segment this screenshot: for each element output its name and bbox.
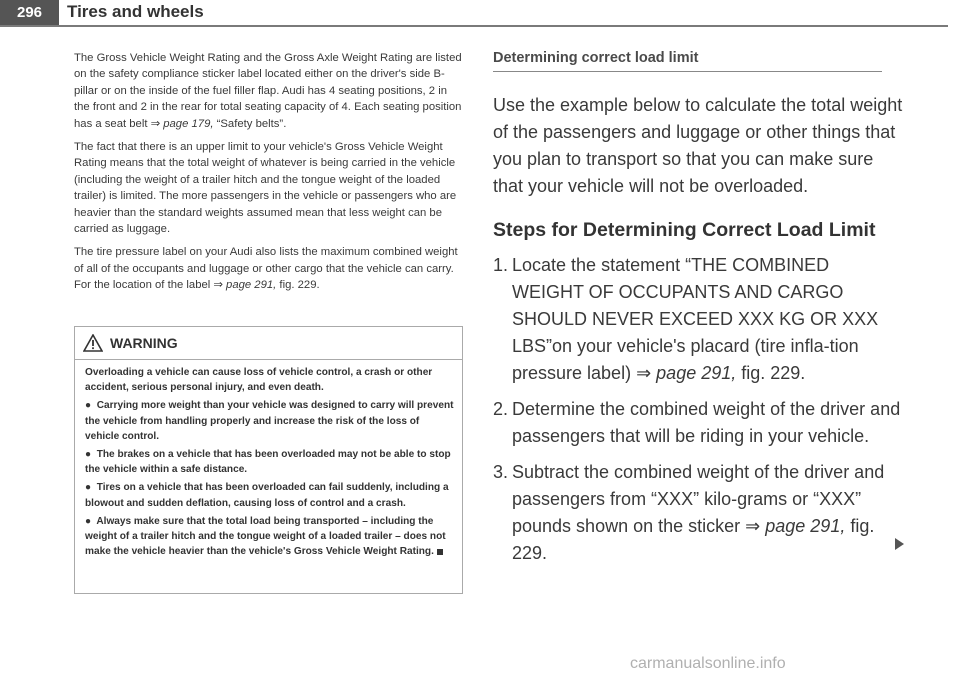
right-column bbox=[493, 50, 903, 576]
bullet-text: Tires on a vehicle that has been overloaded can fail suddenly, including a blowout and sudden deflation, causing loss of control and a crash. bbox=[85, 482, 449, 509]
xref-suffix: fig. 229. bbox=[276, 279, 320, 292]
continue-arrow-icon bbox=[894, 538, 904, 550]
warning-bullet bbox=[85, 447, 454, 477]
page-link[interactable]: page 179, bbox=[163, 117, 214, 130]
warning-bullet bbox=[85, 398, 454, 444]
page-link[interactable]: page 291, bbox=[226, 279, 277, 292]
page-number: 296 bbox=[0, 0, 59, 26]
step-number: 2. bbox=[493, 399, 509, 419]
bullet-text: Carrying more weight than your vehicle was designed to carry will prevent the vehicle from handling properly and increase the risk of the loss of vehicle control. bbox=[85, 400, 454, 442]
header-divider bbox=[0, 25, 948, 27]
bullet-icon: ● bbox=[85, 515, 92, 527]
paragraph-upper-limit: The fact that there is an upper limit to your vehicle's Gross Vehicle Weight Rating means that the total weight of whatever is being carried in the vehicle (including the weight of a trailer hitch and the tongue weight of the loaded trailer) is limited. The more passengers in the vehicle or passengers who are heavier than the standard weights assumed mean that less weight can be carried as luggage. bbox=[74, 141, 457, 236]
warning-intro: Overloading a vehicle can cause loss of vehicle control, a crash or other accident, serious personal injury, and even death. bbox=[85, 367, 433, 394]
paragraph-text: The tire pressure label on your Audi also lists the maximum combined weight of all of the occupants and luggage or other cargo that the vehicle can carry. For the location of the label bbox=[74, 246, 458, 292]
warning-header bbox=[75, 327, 462, 360]
end-of-section-icon bbox=[437, 549, 443, 555]
step-item bbox=[493, 396, 903, 450]
warning-title: WARNING bbox=[110, 335, 178, 351]
watermark: carmanualsonline.info bbox=[630, 655, 786, 672]
step-text: Subtract the combined weight of the driver and passengers from “XXX” kilo-grams or “XXX” pounds shown on the sticker ⇒ page 291, fig. 229. bbox=[512, 462, 885, 563]
paragraph-tire-label bbox=[74, 244, 464, 293]
xref-arrow-icon: ⇒ bbox=[150, 117, 161, 130]
left-column bbox=[74, 50, 464, 301]
xref-arrow-icon: ⇒ bbox=[213, 279, 223, 292]
step-number: 1. bbox=[493, 255, 509, 275]
section-title: Determining correct load limit bbox=[493, 50, 699, 66]
warning-bullet bbox=[85, 480, 454, 510]
step-text: Locate the statement “THE COMBINED WEIGHT OF OCCUPANTS AND CARGO SHOULD NEVER EXCEED XXX KG OR XXX LBS”on your vehicle's placard (tire infla-tion pressure label) ⇒ page 291, fig. 229. bbox=[512, 255, 879, 383]
steps-heading: Steps for Determining Correct Load Limit bbox=[493, 219, 876, 241]
warning-body bbox=[75, 360, 462, 559]
warning-box bbox=[74, 326, 463, 594]
bullet-text: The brakes on a vehicle that has been overloaded may not be able to stop the vehicle within a safe distance. bbox=[85, 449, 451, 476]
xref-suffix: “Safety belts”. bbox=[213, 117, 287, 130]
warning-bullet bbox=[85, 514, 454, 560]
xref-arrow-icon: ⇒ bbox=[745, 516, 761, 536]
section-intro: Use the example below to calculate the total weight of the passengers and luggage or other things that you plan to transport so that you can make sure that your vehicle will not be overloaded. bbox=[493, 95, 903, 196]
steps-list bbox=[493, 252, 903, 567]
page-link[interactable]: page 291, bbox=[656, 363, 737, 383]
chapter-title: Tires and wheels bbox=[67, 2, 204, 21]
paragraph-text: The Gross Vehicle Weight Rating and the Gross Axle Weight Rating are listed on the safety compliance sticker label located either on the driver's side B-pillar or on the inside of the fuel filler flap. Audi has 4 seating positions, 2 in the front and 2 in the rear for total seating capacity of 4. Each seating position has a seat belt bbox=[74, 52, 462, 130]
bullet-icon: ● bbox=[85, 400, 92, 412]
section-divider bbox=[493, 71, 882, 72]
step-item bbox=[493, 459, 903, 567]
step-number: 3. bbox=[493, 462, 509, 482]
bullet-icon: ● bbox=[85, 449, 92, 461]
warning-triangle-icon bbox=[83, 334, 103, 352]
bullet-text: Always make sure that the total load being transported – including the weight of a trailer hitch and the tongue weight of a loaded trailer – does not make the vehicle heavier than the vehicle's Gross Vehicle Weight Rating. bbox=[85, 515, 446, 558]
xref-arrow-icon: ⇒ bbox=[636, 363, 652, 383]
bullet-icon: ● bbox=[85, 482, 92, 494]
step-item bbox=[493, 252, 903, 387]
page-link[interactable]: page 291, bbox=[765, 516, 846, 536]
paragraph-seating bbox=[74, 50, 464, 132]
step-text: Determine the combined weight of the driver and passengers that will be riding in your vehicle. bbox=[512, 399, 901, 446]
